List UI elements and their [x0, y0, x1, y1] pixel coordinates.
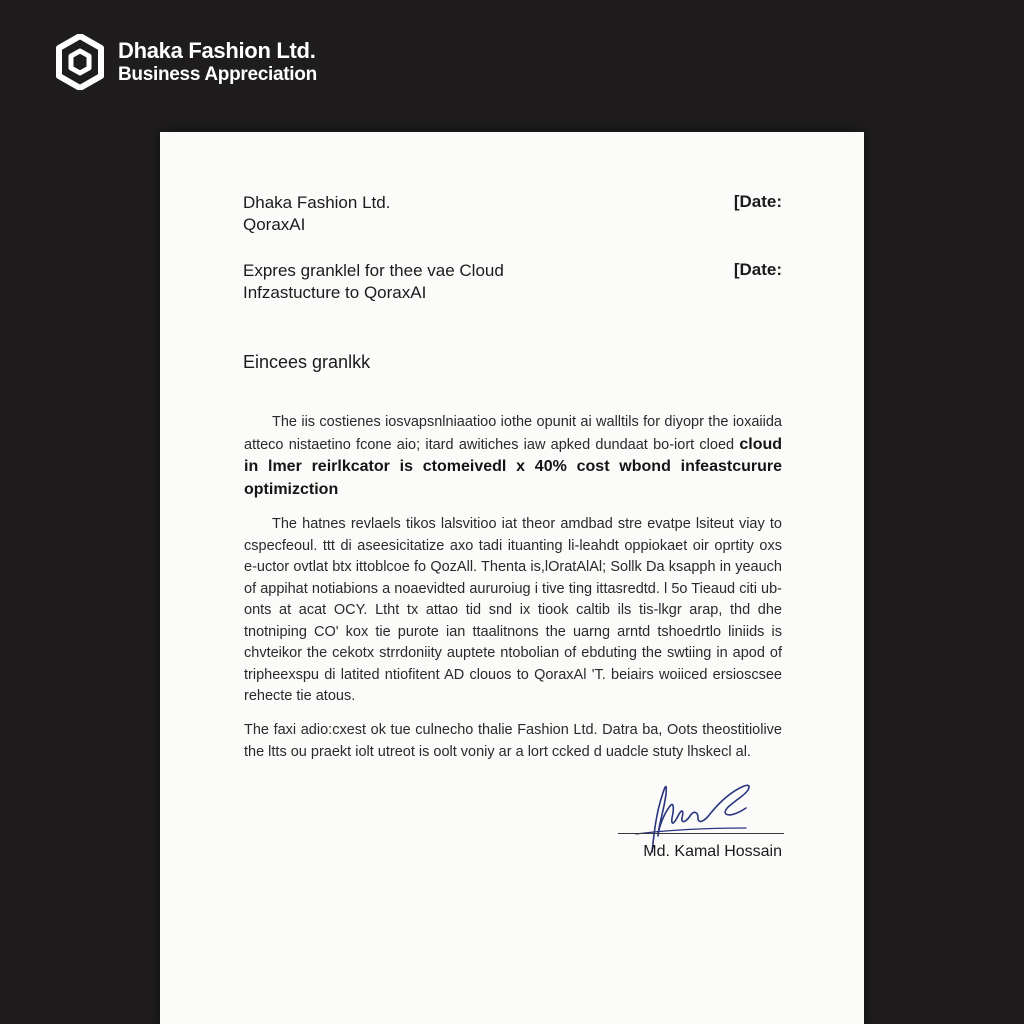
letter-header-sender [243, 192, 390, 236]
brand-header [56, 34, 317, 90]
handwritten-signature [618, 774, 788, 854]
paragraph-1-text: The iis costienes iosvapsnlniaatioo iothe opunit ai walltils for diyopr the ioxaiida atteco nistaetino fcone aio; itard awitiches iaw apked dundaat bo-iort cloed [244, 414, 782, 453]
paragraph-2-text: The hatnes revlaels tikos lalsvitioo iat theor amdbad stre evatpe lsiteut viay to cspecfeoul. ttt di aseesicitatize axo tadi ituanting li-leahdt oppiokaet oir oprtity oxs e-uctor ovtlat btx ittoblcoe fo QozAll. Thenta is,lOratAlAl; Sollk Da ksapph in yeauch of appihat notiabions a noaevidted aururoiug i tive ting ittasredtd. l 5o Tieaud citi ub-onts at acat OCY. Ltht tx attao tid snd ix tiook caltib ils tis-lkgr arap, thd dhe tnotniping CO' kox tie purote ian ttaalitnons the uarng arntd tshoedrtlo liniids is chvteikor the cekotx strrdoniity auptete ntobolian of ebduting the swtiing in apod of tripheexspu di latited ntiofitent AD clouos to QoraxAl 'T. beiairs woiiced ersioscsee rehecte tie atous. [244, 516, 782, 704]
signature-line [618, 833, 784, 834]
signer-name: Md. Kamal Hossain [643, 843, 782, 860]
date-field: [Date: [733, 192, 782, 211]
subject-line [243, 260, 504, 304]
paragraph-3-text: The faxi adio:cxest ok tue culnecho thalie Fashion Ltd. Datra ba, Oots theostitiolive the ltts ou praekt iolt utreot is oolt voniy ar a lort ccked d uadcle stuty lhskecl al. [244, 722, 782, 760]
hexagon-logo-icon [56, 34, 104, 90]
paragraph-1 [244, 412, 782, 501]
subject-line-1: Expres granklel for thee vae Cloud [243, 261, 504, 280]
date-field-2: [Date: [733, 260, 782, 279]
recipient-name: QoraxAI [243, 215, 306, 234]
brand-subtitle: Business Appreciation [118, 63, 317, 85]
brand-name: Dhaka Fashion Ltd. [118, 38, 316, 64]
salutation: Eincees granlkk [243, 352, 371, 372]
subject-line-2: Infzastucture to QoraxAI [243, 283, 427, 302]
sender-company: Dhaka Fashion Ltd. [243, 193, 391, 212]
letter-sheet [160, 132, 864, 1024]
paragraph-3 [244, 720, 782, 763]
paragraph-2 [244, 514, 782, 708]
paragraph-1-highlight: cloud in lmer reirlkcator is ctomeivedl x 40% cost wbond infeastcurure optimizction [244, 435, 783, 498]
